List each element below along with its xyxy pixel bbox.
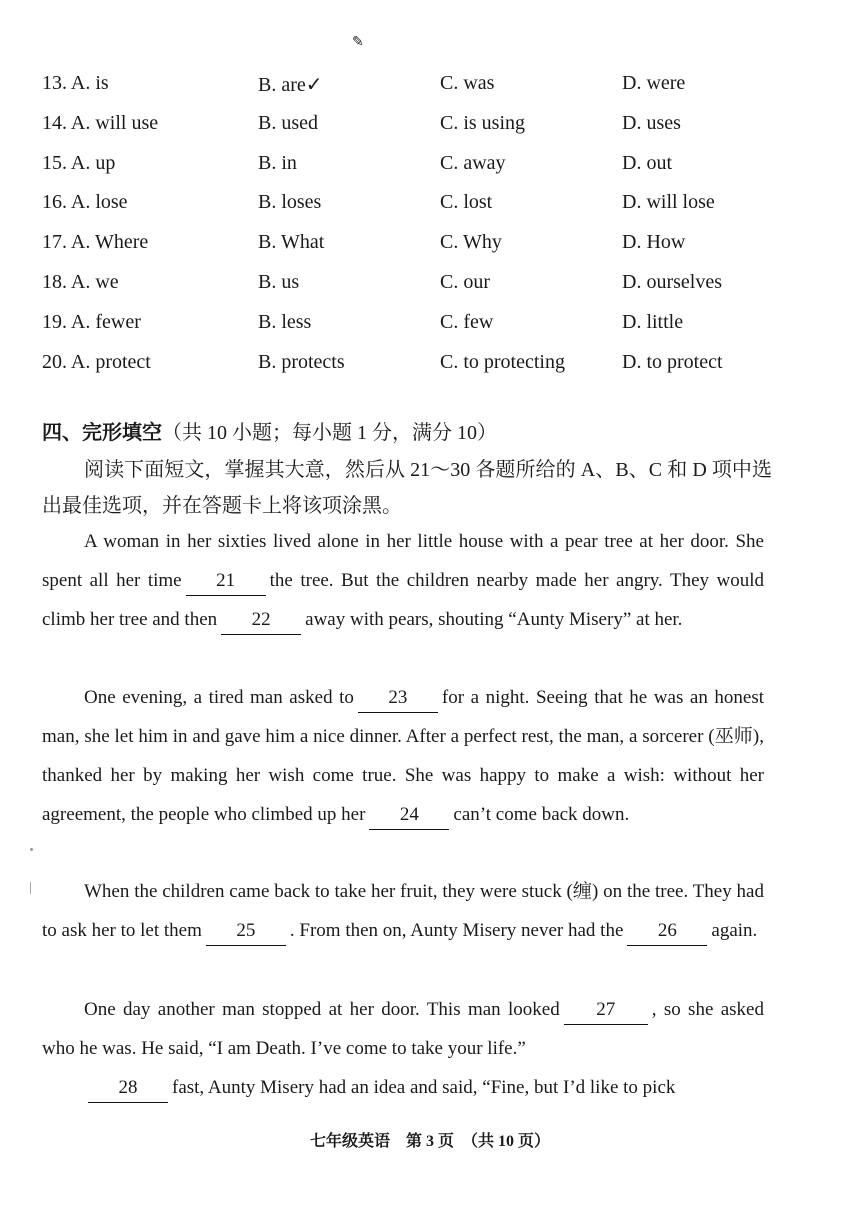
passage-text: One day another man stopped at her door. This man looked [84, 999, 560, 1020]
option-d: D. uses [622, 112, 681, 134]
option-row-15 [0, 152, 860, 180]
option-b: B. less [258, 311, 312, 333]
option-row-13 [0, 72, 860, 100]
scan-artifact [30, 882, 31, 894]
page-footer: 七年级英语 第 3 页 （共 10 页） [309, 1133, 550, 1150]
option-d: D. to protect [622, 351, 723, 373]
passage-text: A woman in her sixties lived alone in her little house with a pear tree at her door. She spent all her time [42, 531, 764, 591]
blank-26: 26 [627, 917, 707, 946]
option-b: B. in [258, 152, 297, 174]
blank-23: 23 [358, 684, 438, 713]
passage-text: When the children came back to take her fruit, they were stuck (缠) on the tree. They had to ask her to let them [42, 881, 764, 941]
option-b: B. What [258, 231, 325, 253]
option-b: B. protects [258, 351, 345, 373]
section-title: 四、完形填空 [42, 422, 162, 444]
blank-22: 22 [221, 606, 301, 635]
option-c: C. is using [440, 112, 526, 134]
option-row-18 [0, 271, 860, 299]
option-row-20 [0, 351, 860, 379]
passage-text: for a night. Seeing that he was an honest man, she let him in and gave him a nice dinner. After a perfect rest, the man, a sorcerer (巫师), thanked her by making her wish come true. She was happy to make a wish: without her agreement, the people who climbed up her [42, 687, 764, 825]
option-row-16 [0, 191, 860, 219]
section-note: （共 10 小题；每小题 1 分，满分 10） [162, 422, 497, 444]
option-d: D. ourselves [622, 271, 722, 293]
passage-text: away with pears, shouting “Aunty Misery” at her. [305, 609, 683, 630]
passage-text: again. [711, 920, 758, 941]
option-a: 17. A. Where [42, 231, 149, 253]
option-c: C. to protecting [440, 351, 565, 373]
blank-21: 21 [186, 567, 266, 596]
option-b: B. used [258, 112, 318, 134]
scan-artifact [30, 848, 33, 851]
option-a: 13. A. is [42, 72, 109, 94]
blank-24: 24 [369, 801, 449, 830]
option-b: B. loses [258, 191, 322, 213]
passage-text: fast, Aunty Misery had an idea and said, “Fine, but I’d like to pick [172, 1077, 676, 1098]
passage-text: . From then on, Aunty Misery never had the [289, 920, 624, 941]
passage-paragraph-4 [42, 990, 764, 1068]
option-a: 14. A. will use [42, 112, 159, 134]
option-d: D. How [622, 231, 686, 253]
blank-28: 28 [88, 1074, 168, 1103]
option-d: D. will lose [622, 191, 715, 213]
blank-27: 27 [564, 996, 648, 1025]
passage-paragraph-5 [42, 1068, 764, 1107]
option-a: 16. A. lose [42, 191, 128, 213]
passage-paragraph-1 [42, 522, 764, 639]
option-c: C. away [440, 152, 506, 174]
option-c: C. Why [440, 231, 502, 253]
passage-text: can’t come back down. [453, 804, 630, 825]
option-a: 18. A. we [42, 271, 119, 293]
passage-text: the tree. But the children nearby made her angry. They would climb her tree and then [42, 570, 764, 630]
blank-25: 25 [206, 917, 286, 946]
option-b: B. are✓ [258, 74, 323, 96]
pen-mark: ✎ [352, 35, 364, 50]
option-a: 15. A. up [42, 152, 116, 174]
passage-paragraph-3 [42, 872, 764, 950]
option-c: C. lost [440, 191, 493, 213]
option-d: D. were [622, 72, 686, 94]
option-row-19 [0, 311, 860, 339]
option-b: B. us [258, 271, 300, 293]
option-a: 20. A. protect [42, 351, 151, 373]
option-c: C. few [440, 311, 494, 333]
option-c: C. was [440, 72, 495, 94]
passage-text: One evening, a tired man asked to [84, 687, 354, 708]
passage-text: , so she asked who he was. He said, “I am Death. I’ve come to take your life.” [42, 999, 764, 1059]
option-row-17 [0, 231, 860, 259]
option-a: 19. A. fewer [42, 311, 141, 333]
option-d: D. out [622, 152, 672, 174]
option-c: C. our [440, 271, 490, 293]
option-row-14 [0, 112, 860, 140]
section-heading [42, 416, 497, 445]
section-instructions: 阅读下面短文，掌握其大意，然后从 21～30 各题所给的 A、B、C 和 D 项中选出最佳选项，并在答题卡上将该项涂黑。 [42, 459, 772, 517]
option-d: D. little [622, 311, 684, 333]
passage-paragraph-2 [42, 678, 764, 834]
